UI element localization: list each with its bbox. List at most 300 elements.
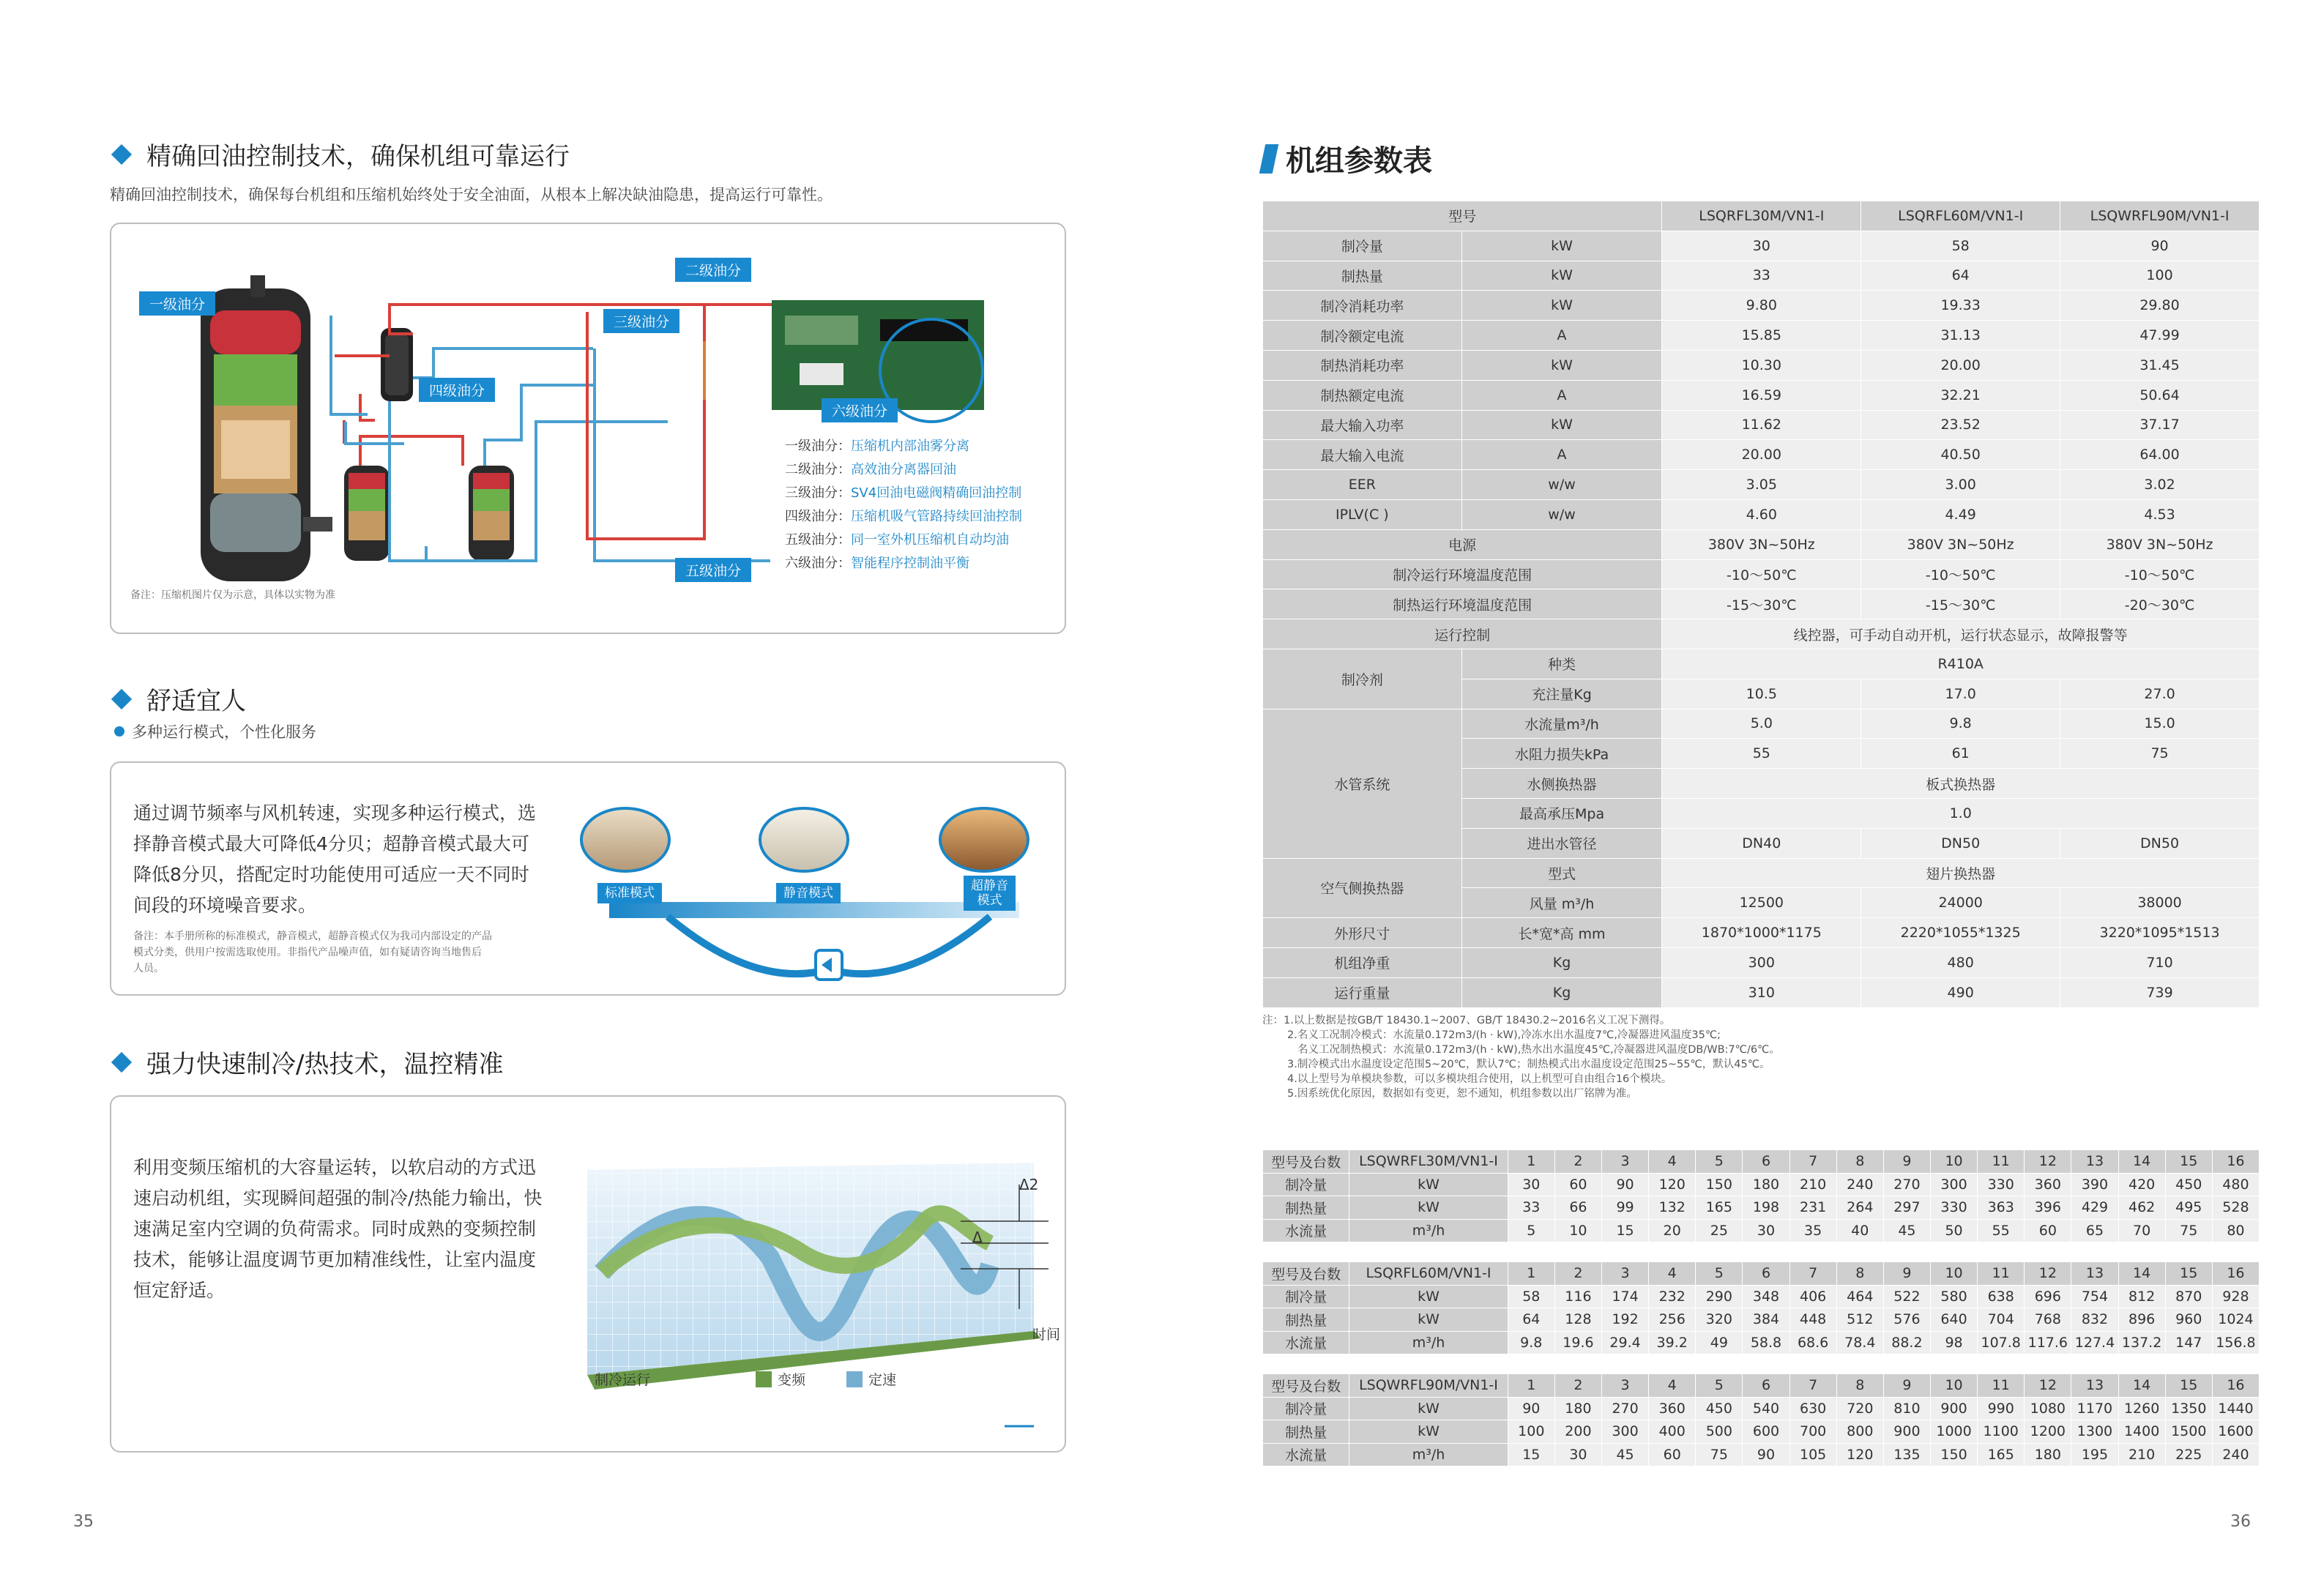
combo-cell: 9: [1883, 1262, 1930, 1286]
combo-cell: 68.6: [1789, 1331, 1836, 1354]
combo-cell: 812: [2118, 1285, 2165, 1308]
spec-cell: 运行重量: [1263, 977, 1462, 1007]
spec-cell: 24000: [1861, 888, 2060, 918]
combo-cell: 240: [1836, 1173, 1883, 1196]
combo-cell: 1350: [2165, 1397, 2212, 1420]
combo-cell: 49: [1696, 1331, 1743, 1354]
combo-cell: 290: [1696, 1285, 1743, 1308]
combo-cell: 700: [1789, 1420, 1836, 1444]
spec-row: [1263, 231, 2260, 261]
spec-cell: kW: [1461, 261, 1662, 291]
combo-cell: 200: [1554, 1420, 1601, 1444]
combo-cell: 19.6: [1554, 1331, 1601, 1354]
combo-cell: 4: [1649, 1374, 1696, 1398]
spec-cell: 制冷运行环境温度范围: [1263, 559, 1662, 589]
combo-row: [1263, 1308, 2260, 1332]
spec-cell: -15～30℃: [1662, 589, 1861, 619]
combo-cell: 13: [2071, 1374, 2118, 1398]
spec-row: [1263, 440, 2260, 470]
spec-cell: 4.49: [1861, 499, 2060, 529]
combo-cell: kW: [1349, 1196, 1508, 1220]
spec-cell: w/w: [1461, 499, 1662, 529]
spec-cell: kW: [1461, 291, 1662, 321]
oil-label-4: 四级油分: [419, 378, 495, 402]
spec-cell: A: [1461, 321, 1662, 351]
spec-cell: 水流量m³/h: [1461, 709, 1662, 739]
oil-stage-item-2: 二级油分：高效油分离器回油: [785, 462, 956, 477]
combo-cell: 3: [1602, 1150, 1649, 1174]
combo-cell: 174: [1602, 1285, 1649, 1308]
combo-cell: LSQWRFL90M/VN1-I: [1349, 1374, 1508, 1398]
diamond-bullet-icon: [111, 688, 132, 709]
spec-cell: 制冷量: [1263, 231, 1462, 261]
spec-cell: 制冷额定电流: [1263, 321, 1462, 351]
spec-row: [1263, 559, 2260, 589]
combo-cell: 696: [2025, 1285, 2071, 1308]
combo-cell: m³/h: [1349, 1443, 1508, 1466]
comfort-line-1: 通过调节频率与风机转速，实现多种运行模式，选: [133, 802, 537, 824]
spec-row: [1263, 619, 2260, 649]
spec-cell: 水侧换热器: [1461, 769, 1662, 799]
combo-cell: 1440: [2212, 1397, 2259, 1420]
spec-cell: Kg: [1461, 947, 1662, 977]
spec-cell: 380V 3N~50Hz: [1662, 529, 1861, 559]
combo-cell: LSQRFL60M/VN1-I: [1349, 1262, 1508, 1286]
combo-row: [1263, 1397, 2260, 1420]
combo-cell: 120: [1836, 1443, 1883, 1466]
spec-row: [1263, 321, 2260, 351]
combo-cell: 40: [1836, 1219, 1883, 1242]
combo-cell: 137.2: [2118, 1331, 2165, 1354]
spec-cell: 最大输入电流: [1263, 440, 1462, 470]
note-line-1: 注：1.以上数据是按GB/T 18430.1~2007、GB/T 18430.2~2016名义工况下测得。: [1262, 1015, 1671, 1026]
mode-super-quiet: [964, 876, 1016, 911]
combo-cell: 150: [1696, 1173, 1743, 1196]
combo-cell: 960: [2165, 1308, 2212, 1332]
combo-cell: 800: [1836, 1420, 1883, 1444]
spec-cell: 37.17: [2060, 410, 2260, 440]
fast-text: [133, 1152, 602, 1306]
fast-line-4: 技术，能够让温度调节更加精准线性，让室内温度: [133, 1249, 537, 1270]
spec-cell: 充注量Kg: [1461, 679, 1662, 709]
combo-cell: 5: [1508, 1219, 1554, 1242]
spec-cell: 制热运行环境温度范围: [1263, 589, 1662, 619]
spec-cell: 机组净重: [1263, 947, 1462, 977]
combo-cell: 30: [1554, 1443, 1601, 1466]
comfort-note-line-2: 模式分类，供用户按需选取使用。非指代产品噪声值，如有疑请咨询当地售后: [133, 947, 482, 958]
combo-cell: 75: [1696, 1443, 1743, 1466]
combo-cell: 580: [1930, 1285, 1977, 1308]
spec-cell: 风量 m³/h: [1461, 888, 1662, 918]
combo-cell: kW: [1349, 1420, 1508, 1444]
legend-fixed: [846, 1369, 896, 1389]
combo-cell: 58.8: [1743, 1331, 1789, 1354]
comfort-box: [110, 761, 1066, 996]
combo-header-row: [1263, 1374, 2260, 1398]
spec-cell: DN50: [1861, 828, 2060, 858]
spec-cell: 制冷消耗功率: [1263, 291, 1462, 321]
oil-stage-item-3: 三级油分：SV4回油电磁阀精确回油控制: [785, 485, 1022, 501]
fast-box: [110, 1095, 1066, 1453]
combo-cell: 70: [2118, 1219, 2165, 1242]
section-title-comfort: [114, 681, 246, 717]
spec-cell: 长*宽*高 mm: [1461, 918, 1662, 948]
combo-cell: 1600: [2212, 1420, 2259, 1444]
combo-cell: 8: [1836, 1374, 1883, 1398]
oil-stage-list: [785, 435, 1022, 575]
combo-cell: 型号及台数: [1263, 1150, 1349, 1174]
combo-cell: 240: [2212, 1443, 2259, 1466]
combo-cell: 156.8: [2212, 1331, 2259, 1354]
spec-cell: 300: [1662, 947, 1861, 977]
combo-cell: 928: [2212, 1285, 2259, 1308]
combo-cell: 15: [2165, 1262, 2212, 1286]
spec-row: [1263, 858, 2260, 888]
comfort-text: [133, 798, 602, 921]
combo-cell: 15: [1602, 1219, 1649, 1242]
combo-cell: 16: [2212, 1150, 2259, 1174]
combo-cell: 120: [1649, 1173, 1696, 1196]
spec-cell: 3.02: [2060, 470, 2260, 500]
room-photo-2: [759, 807, 849, 873]
spec-cell: 电源: [1263, 529, 1662, 559]
oil-desc: 精确回油控制技术，确保每台机组和压缩机始终处于安全油面，从根本上解决缺油隐患，提高运行可靠性。: [110, 186, 833, 204]
combo-cell: 7: [1789, 1150, 1836, 1174]
combo-cell: 10: [1554, 1219, 1601, 1242]
spec-cell: 空气侧换热器: [1263, 858, 1462, 918]
spec-cell: 90: [2060, 231, 2260, 261]
spec-cell: A: [1461, 380, 1662, 410]
spec-cell: 进出水管径: [1461, 828, 1662, 858]
combo-cell: 464: [1836, 1285, 1883, 1308]
spec-cell: 型式: [1461, 858, 1662, 888]
spec-cell: EER: [1263, 470, 1462, 500]
combo-cell: 100: [1508, 1420, 1554, 1444]
combo-cell: 88.2: [1883, 1331, 1930, 1354]
combo-cell: 270: [1883, 1173, 1930, 1196]
combo-cell: 45: [1883, 1219, 1930, 1242]
spec-row: [1263, 709, 2260, 739]
combo-cell: 15: [2165, 1150, 2212, 1174]
combo-cell: 制冷量: [1263, 1285, 1349, 1308]
combo-row: [1263, 1420, 2260, 1444]
spec-cell: 型号: [1263, 201, 1662, 231]
combo-row: [1263, 1331, 2260, 1354]
combo-cell: 5: [1696, 1150, 1743, 1174]
combo-cell: 107.8: [1978, 1331, 2025, 1354]
spec-cell: 最高承压Mpa: [1461, 798, 1662, 828]
note-line-4: 3.制冷模式出水温度设定范围5~20℃，默认7℃；制热模式出水温度设定范围25~55℃，默认45℃。: [1287, 1059, 1770, 1070]
spec-cell: 29.80: [2060, 291, 2260, 321]
combo-cell: 1500: [2165, 1420, 2212, 1444]
comfort-note-line-3: 人员。: [133, 963, 164, 974]
combo-cell: 5: [1696, 1262, 1743, 1286]
combo-cell: 90: [1743, 1443, 1789, 1466]
combo-cell: 13: [2071, 1150, 2118, 1174]
spec-cell: 20.00: [1662, 440, 1861, 470]
combo-cell: 66: [1554, 1196, 1601, 1220]
spec-cell: 10.30: [1662, 350, 1861, 380]
combo-cell: 264: [1836, 1196, 1883, 1220]
combo-cell: 58: [1508, 1285, 1554, 1308]
spec-row: [1263, 649, 2260, 679]
combo-cell: 832: [2071, 1308, 2118, 1332]
combo-cell: 450: [2165, 1173, 2212, 1196]
spec-cell: kW: [1461, 350, 1662, 380]
mode-super-quiet-l2: 模式: [977, 893, 1002, 908]
oil-note: 备注：压缩机图片仅为示意，具体以实物为准: [130, 589, 335, 601]
spec-cell: 制热消耗功率: [1263, 350, 1462, 380]
oil-diagram-box: [110, 223, 1066, 634]
combo-cell: 720: [1836, 1397, 1883, 1420]
combo-cell: 297: [1883, 1196, 1930, 1220]
spec-cell: LSQRFL60M/VN1-I: [1861, 201, 2060, 231]
oil-stage-item-5: 五级油分：同一室外机压缩机自动均油: [785, 532, 1009, 548]
combo-cell: 9: [1883, 1374, 1930, 1398]
legend-fixed-text: 定速: [868, 1372, 897, 1388]
combo-cell: 30: [1743, 1219, 1789, 1242]
spec-cell: 50.64: [2060, 380, 2260, 410]
combo-cell: 400: [1649, 1420, 1696, 1444]
combo-cell: 15: [2165, 1374, 2212, 1398]
combo-cell: 495: [2165, 1196, 2212, 1220]
combo-cell: 462: [2118, 1196, 2165, 1220]
combo-cell: 60: [2025, 1219, 2071, 1242]
combo-cell: 870: [2165, 1285, 2212, 1308]
combo-cell: 6: [1743, 1150, 1789, 1174]
combo-cell: 330: [1930, 1196, 1977, 1220]
note-line-2: 2.名义工况制冷模式：水流量0.172m3/(h · kW),冷冻水出水温度7℃,冷凝器进风温度35℃;: [1287, 1029, 1721, 1041]
combo-cell: 制冷量: [1263, 1397, 1349, 1420]
spec-cell: 380V 3N~50Hz: [1861, 529, 2060, 559]
speaker-icon: [816, 950, 842, 980]
combo-row: [1263, 1173, 2260, 1196]
combo-tables: [1262, 1149, 2260, 1485]
delta-2-label: Δ2: [1019, 1176, 1039, 1193]
combo-cell: m³/h: [1349, 1331, 1508, 1354]
legend-inverter: [756, 1369, 805, 1389]
comfort-line-3: 降低8分贝，搭配定时功能使用可适应一天不同时: [133, 864, 529, 885]
combo-cell: 1260: [2118, 1397, 2165, 1420]
spec-row: [1263, 261, 2260, 291]
combo-cell: 制热量: [1263, 1420, 1349, 1444]
oil-separator-image: [381, 328, 413, 401]
combo-cell: 192: [1602, 1308, 1649, 1332]
combo-cell: 30: [1508, 1173, 1554, 1196]
combo-cell: m³/h: [1349, 1219, 1508, 1242]
page-number-left: 35: [73, 1513, 94, 1531]
legend-swatch-inverter: [756, 1371, 772, 1387]
combo-cell: 896: [2118, 1308, 2165, 1332]
room-photo-1: [580, 807, 671, 873]
combo-cell: 90: [1602, 1173, 1649, 1196]
spec-cell: 翅片换热器: [1662, 858, 2260, 888]
page-number-right: 36: [2230, 1513, 2251, 1531]
spec-table: [1262, 201, 2260, 1008]
combo-cell: 水流量: [1263, 1219, 1349, 1242]
combo-cell: 320: [1696, 1308, 1743, 1332]
combo-header-row: [1263, 1150, 2260, 1174]
spec-cell: 3.05: [1662, 470, 1861, 500]
combo-cell: 165: [1978, 1443, 2025, 1466]
combo-cell: 60: [1649, 1443, 1696, 1466]
combo-cell: 768: [2025, 1308, 2071, 1332]
combo-cell: 水流量: [1263, 1443, 1349, 1466]
main-compressor-image: [201, 275, 332, 581]
combo-row: [1263, 1443, 2260, 1466]
comfort-subtitle: [114, 720, 316, 742]
fast-line-5: 恒定舒适。: [133, 1280, 226, 1301]
combo-cell: kW: [1349, 1397, 1508, 1420]
spec-row: [1263, 947, 2260, 977]
combo-cell: kW: [1349, 1173, 1508, 1196]
spec-row: [1263, 918, 2260, 948]
combo-cell: 512: [1836, 1308, 1883, 1332]
comfort-sub-text: 多种运行模式，个性化服务: [132, 723, 316, 741]
combo-cell: 7: [1789, 1374, 1836, 1398]
spec-cell: 外形尺寸: [1263, 918, 1462, 948]
spec-cell: -10～50℃: [1662, 559, 1861, 589]
spec-cell: 水管系统: [1263, 709, 1462, 858]
spec-cell: 运行控制: [1263, 619, 1662, 649]
combo-cell: 900: [1883, 1420, 1930, 1444]
spec-cell: 种类: [1461, 649, 1662, 679]
combo-cell: 90: [1508, 1397, 1554, 1420]
spec-cell: -10～50℃: [2060, 559, 2260, 589]
spec-cell: 制热额定电流: [1263, 380, 1462, 410]
delta-label: Δ: [972, 1229, 983, 1246]
combo-cell: 6: [1743, 1374, 1789, 1398]
combo-cell: 128: [1554, 1308, 1601, 1332]
combo-row: [1263, 1219, 2260, 1242]
combo-cell: 704: [1978, 1308, 2025, 1332]
spec-cell: 64: [1861, 261, 2060, 291]
combo-table-3: [1262, 1373, 2260, 1466]
fast-line-3: 速满足室内空调的负荷需求。同时成熟的变频控制: [133, 1218, 537, 1239]
combo-cell: 3: [1602, 1262, 1649, 1286]
combo-cell: 35: [1789, 1219, 1836, 1242]
combo-cell: 990: [1978, 1397, 2025, 1420]
title-bar-icon: [1259, 144, 1279, 174]
combo-cell: 165: [1696, 1196, 1743, 1220]
combo-cell: 396: [2025, 1196, 2071, 1220]
combo-cell: 180: [1743, 1173, 1789, 1196]
combo-cell: 600: [1743, 1420, 1789, 1444]
spec-cell: kW: [1461, 410, 1662, 440]
combo-cell: 64: [1508, 1308, 1554, 1332]
spec-cell: 23.52: [1861, 410, 2060, 440]
mode-quiet: 静音模式: [776, 883, 841, 903]
combo-cell: 9: [1883, 1150, 1930, 1174]
combo-cell: 348: [1743, 1285, 1789, 1308]
spec-title-text: 机组参数表: [1286, 144, 1432, 178]
spec-cell: 33: [1662, 261, 1861, 291]
combo-cell: 78.4: [1836, 1331, 1883, 1354]
spec-row: [1263, 529, 2260, 559]
combo-cell: 638: [1978, 1285, 2025, 1308]
spec-row: [1263, 499, 2260, 529]
combo-cell: 制热量: [1263, 1308, 1349, 1332]
combo-cell: 55: [1978, 1219, 2025, 1242]
spec-cell: 制冷剂: [1263, 649, 1462, 709]
diamond-bullet-icon: [111, 143, 132, 164]
spec-row: [1263, 380, 2260, 410]
combo-cell: 1000: [1930, 1420, 1977, 1444]
spec-cell: 10.5: [1662, 679, 1861, 709]
combo-cell: 384: [1743, 1308, 1789, 1332]
spec-cell: -10～50℃: [1861, 559, 2060, 589]
spec-cell: 15.85: [1662, 321, 1861, 351]
spec-cell: 3220*1095*1513: [2060, 918, 2260, 948]
oil-stage-item-6: 六级油分：智能程序控制油平衡: [785, 556, 969, 571]
room-photo-3: [939, 807, 1029, 873]
combo-cell: 8: [1836, 1150, 1883, 1174]
combo-cell: 14: [2118, 1374, 2165, 1398]
cooling-run-label: 制冷运行: [595, 1372, 651, 1388]
combo-cell: 75: [2165, 1219, 2212, 1242]
combo-cell: 10: [1930, 1374, 1977, 1398]
temperature-wave-chart: [580, 1141, 1063, 1434]
spec-cell: 710: [2060, 947, 2260, 977]
combo-cell: 6: [1743, 1262, 1789, 1286]
combo-cell: 576: [1883, 1308, 1930, 1332]
combo-cell: 640: [1930, 1308, 1977, 1332]
dot-bullet-icon: [114, 726, 124, 737]
combo-cell: 256: [1649, 1308, 1696, 1332]
spec-title: [1262, 138, 1432, 179]
spec-cell: 17.0: [1861, 679, 2060, 709]
combo-cell: 232: [1649, 1285, 1696, 1308]
combo-cell: 水流量: [1263, 1331, 1349, 1354]
spec-cell: 100: [2060, 261, 2260, 291]
spec-cell: IPLV(C ): [1263, 499, 1462, 529]
comfort-line-4: 间段的环境噪音要求。: [133, 895, 317, 916]
combo-cell: LSQWRFL30M/VN1-I: [1349, 1150, 1508, 1174]
combo-cell: 制热量: [1263, 1196, 1349, 1220]
combo-cell: 448: [1789, 1308, 1836, 1332]
combo-cell: 1300: [2071, 1420, 2118, 1444]
combo-cell: 225: [2165, 1443, 2212, 1466]
combo-cell: 2: [1554, 1150, 1601, 1174]
combo-cell: 4: [1649, 1262, 1696, 1286]
spec-cell: 40.50: [1861, 440, 2060, 470]
spec-cell: 水阻力损失kPa: [1461, 739, 1662, 769]
fast-line-1: 利用变频压缩机的大容量运转，以软启动的方式迅: [133, 1157, 537, 1178]
combo-cell: 8: [1836, 1262, 1883, 1286]
combo-cell: 29.4: [1602, 1331, 1649, 1354]
combo-cell: 300: [1930, 1173, 1977, 1196]
combo-cell: 1170: [2071, 1397, 2118, 1420]
spec-cell: 线控器，可手动自动开机，运行状态显示，故障报警等: [1662, 619, 2260, 649]
spec-cell: 4.60: [1662, 499, 1861, 529]
combo-cell: 4: [1649, 1150, 1696, 1174]
combo-cell: 14: [2118, 1150, 2165, 1174]
combo-cell: 810: [1883, 1397, 1930, 1420]
spec-cell: 27.0: [2060, 679, 2260, 709]
mode-super-quiet-l1: 超静音: [971, 879, 1008, 893]
combo-cell: 10: [1930, 1150, 1977, 1174]
combo-cell: 135: [1883, 1443, 1930, 1466]
combo-cell: 3: [1602, 1374, 1649, 1398]
combo-cell: 12: [2025, 1150, 2071, 1174]
combo-cell: 754: [2071, 1285, 2118, 1308]
spec-row: [1263, 470, 2260, 500]
combo-cell: 360: [1649, 1397, 1696, 1420]
combo-row: [1263, 1285, 2260, 1308]
combo-cell: 105: [1789, 1443, 1836, 1466]
combo-cell: 540: [1743, 1397, 1789, 1420]
combo-cell: 12: [2025, 1374, 2071, 1398]
